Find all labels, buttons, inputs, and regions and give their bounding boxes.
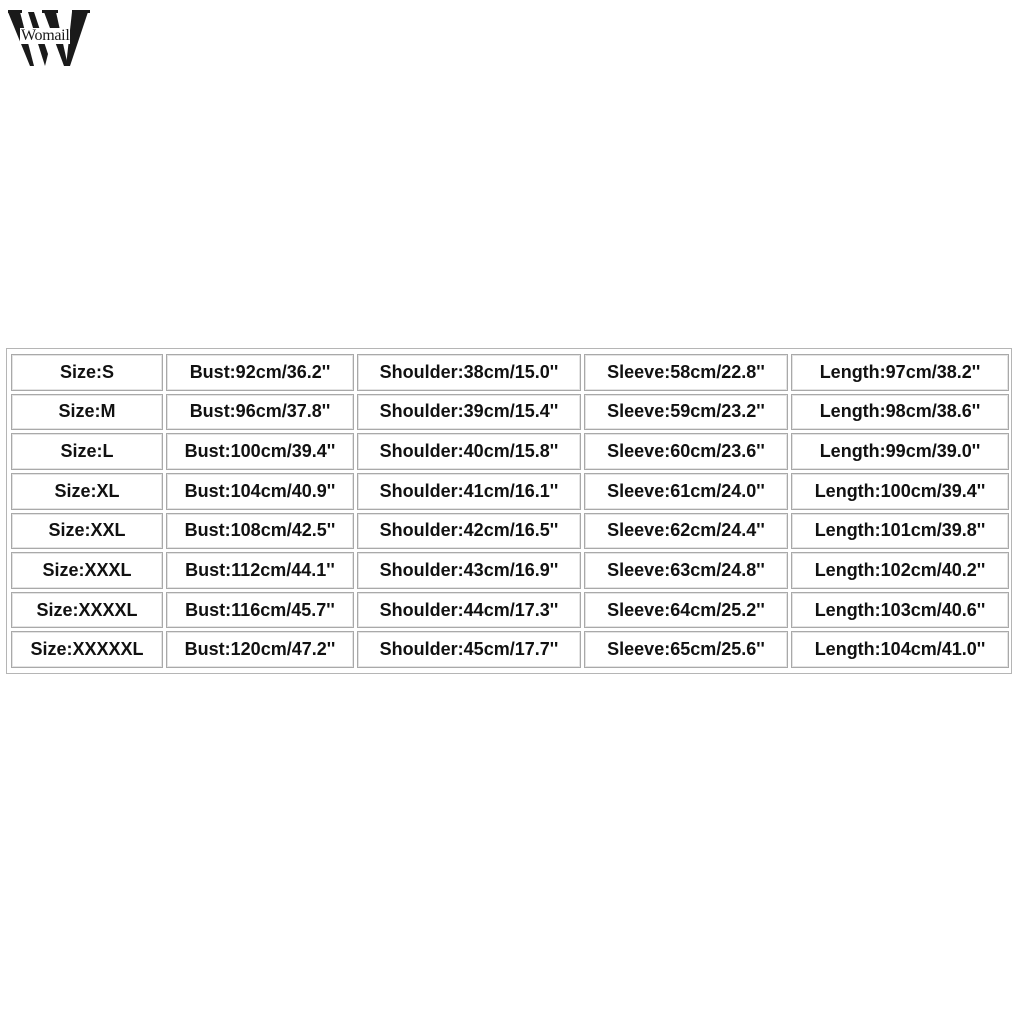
cell-length: Length:100cm/39.4'' xyxy=(791,473,1009,510)
cell-bust: Bust:120cm/47.2'' xyxy=(166,631,354,668)
size-table xyxy=(8,351,1012,671)
cell-bust: Bust:112cm/44.1'' xyxy=(166,552,354,589)
cell-sleeve: Sleeve:64cm/25.2'' xyxy=(584,592,788,629)
cell-sleeve: Sleeve:58cm/22.8'' xyxy=(584,354,788,391)
cell-size: Size:L xyxy=(11,433,163,470)
table-row xyxy=(11,513,1009,550)
size-chart xyxy=(6,348,1012,674)
cell-length: Length:97cm/38.2'' xyxy=(791,354,1009,391)
cell-size: Size:XXXL xyxy=(11,552,163,589)
table-row xyxy=(11,631,1009,668)
cell-bust: Bust:108cm/42.5'' xyxy=(166,513,354,550)
cell-shoulder: Shoulder:39cm/15.4'' xyxy=(357,394,581,431)
cell-length: Length:103cm/40.6'' xyxy=(791,592,1009,629)
cell-sleeve: Sleeve:60cm/23.6'' xyxy=(584,433,788,470)
table-row xyxy=(11,592,1009,629)
cell-bust: Bust:104cm/40.9'' xyxy=(166,473,354,510)
cell-shoulder: Shoulder:40cm/15.8'' xyxy=(357,433,581,470)
cell-length: Length:98cm/38.6'' xyxy=(791,394,1009,431)
cell-sleeve: Sleeve:65cm/25.6'' xyxy=(584,631,788,668)
cell-size: Size:XXL xyxy=(11,513,163,550)
brand-logo xyxy=(8,8,92,72)
cell-size: Size:XL xyxy=(11,473,163,510)
cell-sleeve: Sleeve:63cm/24.8'' xyxy=(584,552,788,589)
table-row xyxy=(11,473,1009,510)
cell-bust: Bust:96cm/37.8'' xyxy=(166,394,354,431)
cell-size: Size:M xyxy=(11,394,163,431)
cell-bust: Bust:100cm/39.4'' xyxy=(166,433,354,470)
table-row xyxy=(11,354,1009,391)
cell-size: Size:XXXXL xyxy=(11,592,163,629)
brand-name: Womail xyxy=(21,27,70,44)
cell-shoulder: Shoulder:38cm/15.0'' xyxy=(357,354,581,391)
cell-bust: Bust:92cm/36.2'' xyxy=(166,354,354,391)
cell-shoulder: Shoulder:44cm/17.3'' xyxy=(357,592,581,629)
cell-shoulder: Shoulder:41cm/16.1'' xyxy=(357,473,581,510)
cell-sleeve: Sleeve:59cm/23.2'' xyxy=(584,394,788,431)
cell-shoulder: Shoulder:45cm/17.7'' xyxy=(357,631,581,668)
table-row xyxy=(11,552,1009,589)
cell-length: Length:102cm/40.2'' xyxy=(791,552,1009,589)
cell-sleeve: Sleeve:61cm/24.0'' xyxy=(584,473,788,510)
table-row xyxy=(11,394,1009,431)
cell-bust: Bust:116cm/45.7'' xyxy=(166,592,354,629)
table-row xyxy=(11,433,1009,470)
cell-shoulder: Shoulder:42cm/16.5'' xyxy=(357,513,581,550)
cell-length: Length:99cm/39.0'' xyxy=(791,433,1009,470)
cell-length: Length:104cm/41.0'' xyxy=(791,631,1009,668)
cell-size: Size:XXXXXL xyxy=(11,631,163,668)
cell-length: Length:101cm/39.8'' xyxy=(791,513,1009,550)
cell-size: Size:S xyxy=(11,354,163,391)
cell-sleeve: Sleeve:62cm/24.4'' xyxy=(584,513,788,550)
cell-shoulder: Shoulder:43cm/16.9'' xyxy=(357,552,581,589)
